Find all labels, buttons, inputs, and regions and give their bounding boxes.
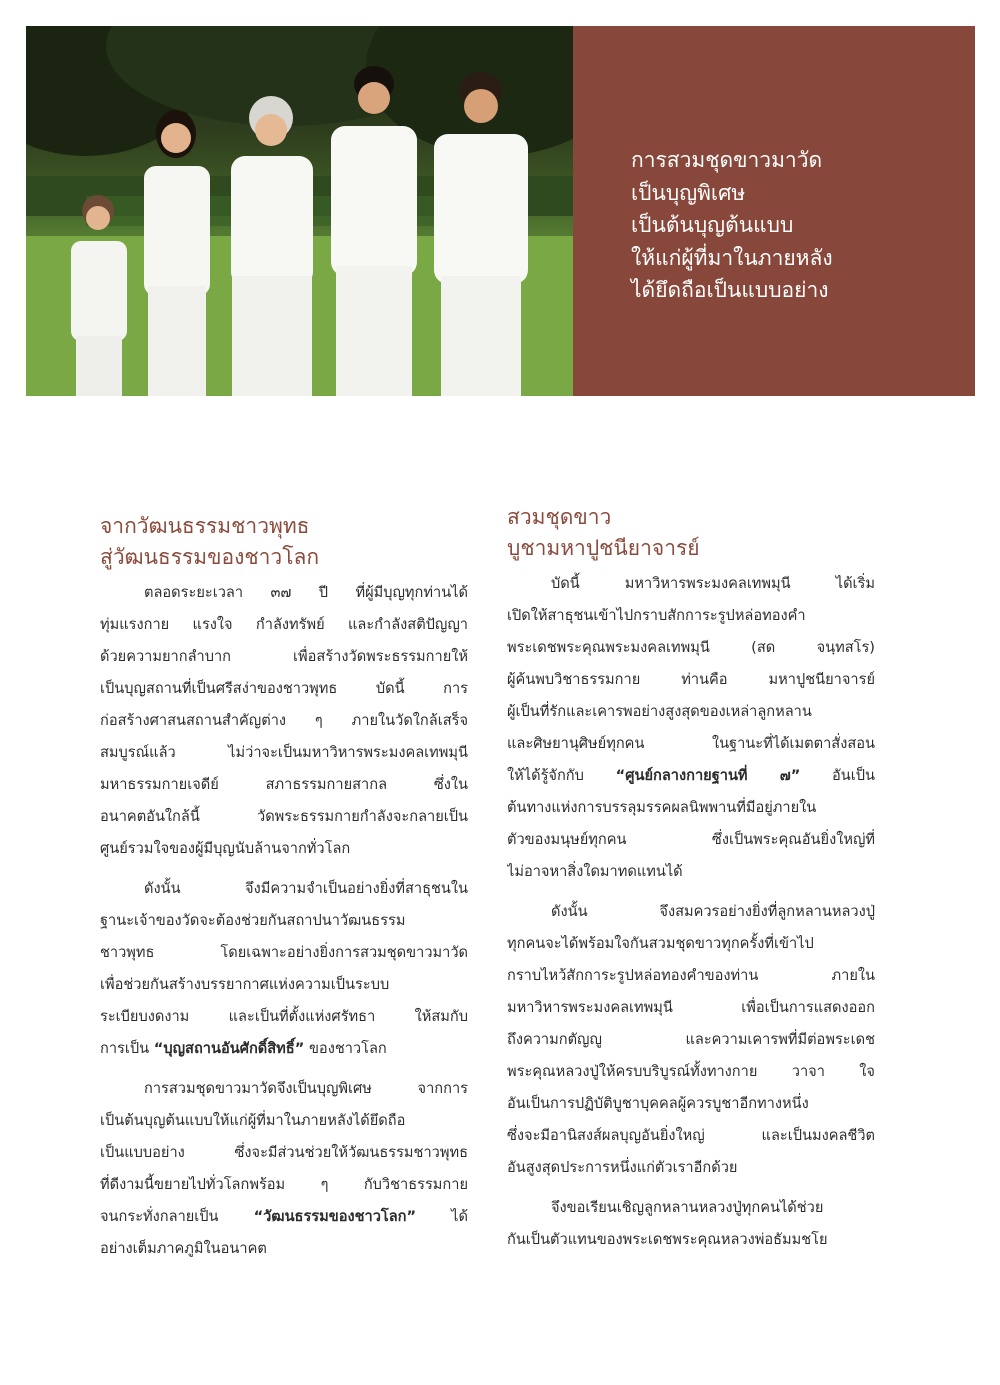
text-line: เป็นบุญสถานที่เป็นศรีสง่าของชาวพุทธ บัดนี้ การ <box>100 680 468 697</box>
text-line: ไม่อาจหาสิ่งใดมาทดแทนได้ <box>507 863 683 880</box>
text-line: อนาคตอันใกล้นี้ วัดพระธรรมกายกำลังจะกลายเป็น <box>100 808 468 825</box>
quote-line: เป็นบุญพิเศษ <box>631 180 746 205</box>
quote-line: ได้ยึดถือเป็นแบบอย่าง <box>631 278 829 302</box>
text-line: จึงขอเรียนเชิญลูกหลานหลวงปู่ทุกคนได้ช่วย <box>551 1199 824 1216</box>
text-run: อันเป็น <box>800 767 875 784</box>
text-line: ผู้เป็นที่รักและเคารพอย่างสูงสุดของเหล่าลูกหลาน <box>507 703 812 720</box>
left-paragraph-2 <box>100 873 468 1065</box>
right-paragraph-2 <box>507 896 875 1184</box>
family-photo-illustration <box>26 26 573 396</box>
left-column <box>100 511 468 1273</box>
text-run: ให้ได้รู้จักกับ <box>507 767 616 784</box>
emphasis-text: “บุญสถานอันศักดิ์สิทธิ์” <box>153 1040 305 1057</box>
text-line: ทุ่มแรงกาย แรงใจ กำลังทรัพย์ และกำลังสติปัญญา <box>100 616 468 633</box>
text-run: ได้ <box>416 1208 468 1225</box>
heading-line: สวมชุดขาว <box>507 505 612 529</box>
pull-quote <box>631 144 951 307</box>
text-line: ดังนั้น จึงสมควรอย่างยิ่งที่ลูกหลานหลวงปู่ <box>551 903 875 920</box>
text-line <box>507 760 875 792</box>
text-run: จนกระทั่งกลายเป็น <box>100 1208 254 1225</box>
left-paragraph-1 <box>100 577 468 865</box>
heading-line: สู่วัฒนธรรมของชาวโลก <box>100 545 320 569</box>
heading-line: จากวัฒนธรรมชาวพุทธ <box>100 514 310 538</box>
text-line: ศูนย์รวมใจของผู้มีบุญนับล้านจากทั่วโลก <box>100 840 351 857</box>
text-line: ที่ดีงามนี้ขยายไปทั่วโลกพร้อม ๆ กับวิชาธรรมกาย <box>100 1176 468 1193</box>
text-line: มหาวิหารพระมงคลเทพมุนี เพื่อเป็นการแสดงออก <box>507 999 875 1016</box>
quote-line: การสวมชุดขาวมาวัด <box>631 148 823 172</box>
text-line: ทุกคนจะได้พร้อมใจกันสวมชุดขาวทุกครั้งที่เข้าไป <box>507 935 814 952</box>
text-line: อันเป็นการปฏิบัติบูชาบุคคลผู้ควรบูชาอีกทางหนึ่ง <box>507 1095 809 1112</box>
text-line: ซึ่งจะมีอานิสงส์ผลบุญอันยิ่งใหญ่ และเป็นมงคลชีวิต <box>507 1127 875 1144</box>
text-line: กราบไหว้สักการะรูปหล่อทองคำของท่าน ภายใน <box>507 967 875 984</box>
quote-panel <box>573 26 975 396</box>
text-line: ต้นทางแห่งการบรรลุมรรคผลนิพพานที่มีอยู่ภายใน <box>507 799 817 816</box>
text-line: สมบูรณ์แล้ว ไม่ว่าจะเป็นมหาวิหารพระมงคลเทพมุนี <box>100 744 468 761</box>
text-line: ตัวของมนุษย์ทุกคน ซึ่งเป็นพระคุณอันยิ่งใหญ่ที่ <box>507 831 875 848</box>
quote-line: เป็นต้นบุญต้นแบบ <box>631 213 794 237</box>
text-line: อันสูงสุดประการหนึ่งแก่ตัวเราอีกด้วย <box>507 1159 738 1176</box>
text-line: บัดนี้ มหาวิหารพระมงคลเทพมุนี ได้เริ่ม <box>551 575 875 592</box>
right-column <box>507 502 875 1264</box>
family-photo <box>26 26 573 396</box>
text-line: เป็นแบบอย่าง ซึ่งจะมีส่วนช่วยให้วัฒนธรรมชาวพุทธ <box>100 1144 468 1161</box>
text-line: เป็นต้นบุญต้นแบบให้แก่ผู้ที่มาในภายหลังได้ยึดถือ <box>100 1112 406 1129</box>
text-line: ดังนั้น จึงมีความจำเป็นอย่างยิ่งที่สาธุชนใน <box>144 880 468 897</box>
text-line: พระคุณหลวงปู่ให้ครบบริบูรณ์ทั้งทางกาย วาจา ใจ <box>507 1063 875 1080</box>
quote-line: ให้แก่ผู้ที่มาในภายหลัง <box>631 245 833 270</box>
text-line: ถึงความกตัญญู และความเคารพที่มีต่อพระเดช <box>507 1031 875 1048</box>
right-paragraph-3 <box>507 1192 875 1256</box>
emphasis-text: “ศูนย์กลางกายฐานที่ ๗” <box>615 767 801 784</box>
text-line: ตลอดระยะเวลา ๓๗ ปี ที่ผู้มีบุญทุกท่านได้ <box>144 584 468 601</box>
text-line: การสวมชุดขาวมาวัดจึงเป็นบุญพิเศษ จากการ <box>144 1080 468 1097</box>
text-line: พระเดชพระคุณพระมงคลเทพมุนี (สด จนฺทสโร) <box>507 639 875 656</box>
text-line: กันเป็นตัวแทนของพระเดชพระคุณหลวงพ่อธัมมชโย <box>507 1231 828 1248</box>
text-line: ฐานะเจ้าของวัดจะต้องช่วยกันสถาปนาวัฒนธรรม <box>100 912 406 929</box>
text-run: ของชาวโลก <box>304 1040 387 1057</box>
text-line: และศิษยานุศิษย์ทุกคน ในฐานะที่ได้เมตตาสั่งสอน <box>507 735 875 752</box>
text-line: มหาธรรมกายเจดีย์ สภาธรรมกายสากล ซึ่งใน <box>100 776 468 793</box>
text-line: ด้วยความยากลำบาก เพื่อสร้างวัดพระธรรมกายให้ <box>100 648 468 665</box>
top-banner <box>26 26 975 396</box>
emphasis-text: “วัฒนธรรมของชาวโลก” <box>253 1208 417 1225</box>
left-paragraph-3 <box>100 1073 468 1265</box>
text-line <box>100 1201 468 1233</box>
text-line <box>100 1033 468 1065</box>
text-run: การเป็น <box>100 1040 154 1057</box>
text-line: ผู้ค้นพบวิชาธรรมกาย ท่านคือ มหาปูชนียาจารย์ <box>507 671 875 688</box>
text-line: ก่อสร้างศาสนสถานสำคัญต่าง ๆ ภายในวัดใกล้เสร็จ <box>100 712 468 729</box>
text-line: เปิดให้สาธุชนเข้าไปกราบสักการะรูปหล่อทองคำ <box>507 607 806 624</box>
text-line: ระเบียบงดงาม และเป็นที่ตั้งแห่งศรัทธา ให้สมกับ <box>100 1008 468 1025</box>
right-section-heading <box>507 502 875 564</box>
right-paragraph-1 <box>507 568 875 888</box>
text-line: ชาวพุทธ โดยเฉพาะอย่างยิ่งการสวมชุดขาวมาวัด <box>100 944 468 961</box>
left-section-heading <box>100 511 468 573</box>
text-line: อย่างเต็มภาคภูมิในอนาคต <box>100 1240 267 1257</box>
heading-line: บูชามหาปูชนียาจารย์ <box>507 536 700 560</box>
text-line: เพื่อช่วยกันสร้างบรรยากาศแห่งความเป็นระบบ <box>100 976 390 993</box>
